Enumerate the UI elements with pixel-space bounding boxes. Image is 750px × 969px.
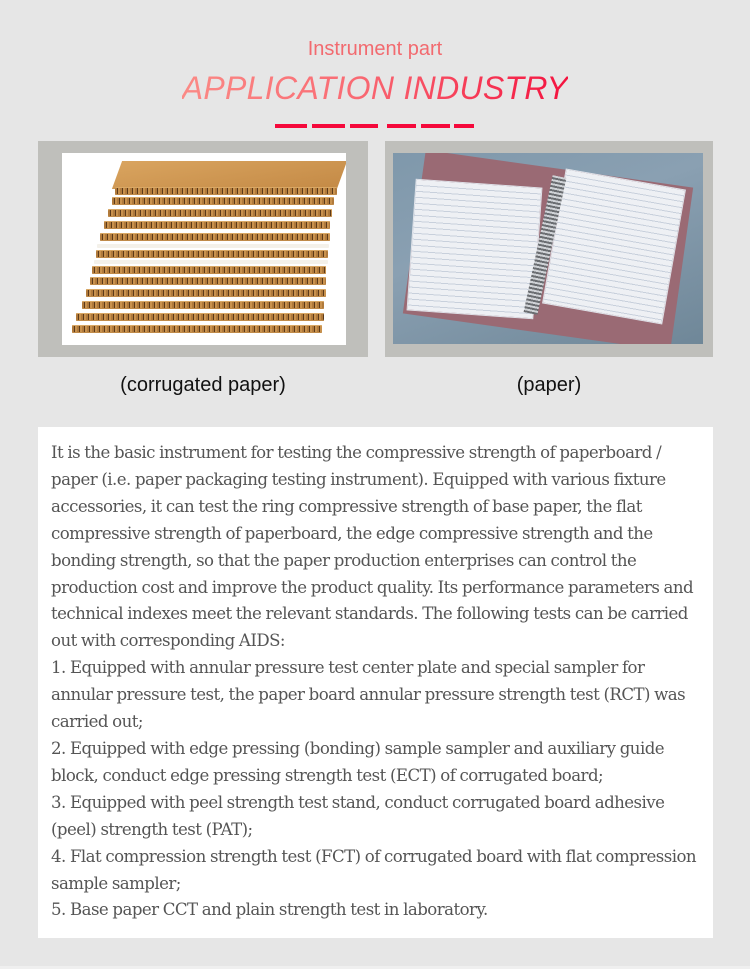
image-frame-corrugated (38, 141, 368, 357)
test-item: 3. Equipped with peel strength test stand, conduct corrugated board adhesive (peel) strength test (PAT); (51, 792, 665, 839)
sheet (86, 289, 326, 297)
sheet (115, 187, 337, 195)
spiral-notebook-paper-photo (393, 153, 703, 344)
test-item: 2. Equipped with edge pressing (bonding) sample sampler and auxiliary guide block, conduct edge pressing strength test (ECT) of corrugated board; (51, 738, 665, 785)
sheet (76, 313, 324, 321)
sheet (112, 197, 334, 205)
sheet (72, 325, 322, 333)
test-item: 5. Base paper CCT and plain strength test in laboratory. (51, 900, 488, 920)
description-panel (38, 427, 713, 938)
dash (454, 124, 474, 128)
test-item: 1. Equipped with annular pressure test center plate and special sampler for annular pressure test, the paper board annular pressure strength test (RCT) was carried out; (51, 658, 686, 732)
subtitle: Instrument part (307, 38, 443, 60)
sheet (90, 277, 326, 285)
white-sheet (97, 244, 329, 248)
dash (312, 124, 345, 128)
sheet (104, 221, 330, 229)
dash (387, 124, 416, 128)
page-title (0, 70, 750, 107)
white-sheet (94, 260, 328, 264)
sheet (108, 209, 332, 217)
page-title-text: APPLICATION INDUSTRY (181, 70, 569, 106)
decorative-dash-divider (0, 124, 750, 129)
top-sheet (112, 161, 346, 189)
corrugated-paper-stack-photo (62, 153, 346, 345)
sheet (82, 301, 324, 309)
sheet (96, 250, 328, 258)
image-frame-paper (385, 141, 713, 357)
test-item: 4. Flat compression strength test (FCT) of corrugated board with flat compression sample sampler; (51, 846, 697, 893)
description-intro: It is the basic instrument for testing the compressive strength of paperboard / paper (i.e. paper packaging testing instrument). Equipped with various fixture accessories, it can test the ring compressive strength of base paper, the flat compressive strength of paperboard, the edge compressive strength and the bonding strength, so that the paper production enterprises can control the production cost and improve the product quality. Its performance parameters and technical indexes meet the relevant standards. The following tests can be carried out with corresponding AIDS: (51, 443, 694, 651)
caption-corrugated-paper: (corrugated paper) (120, 374, 286, 396)
notebook-left-page (407, 179, 543, 320)
caption-paper: (paper) (516, 374, 582, 396)
dash (350, 124, 378, 128)
notebook-right-page (542, 168, 686, 324)
dash (275, 124, 307, 128)
sheet (100, 233, 330, 241)
dash (421, 124, 450, 128)
sheet (92, 266, 326, 274)
